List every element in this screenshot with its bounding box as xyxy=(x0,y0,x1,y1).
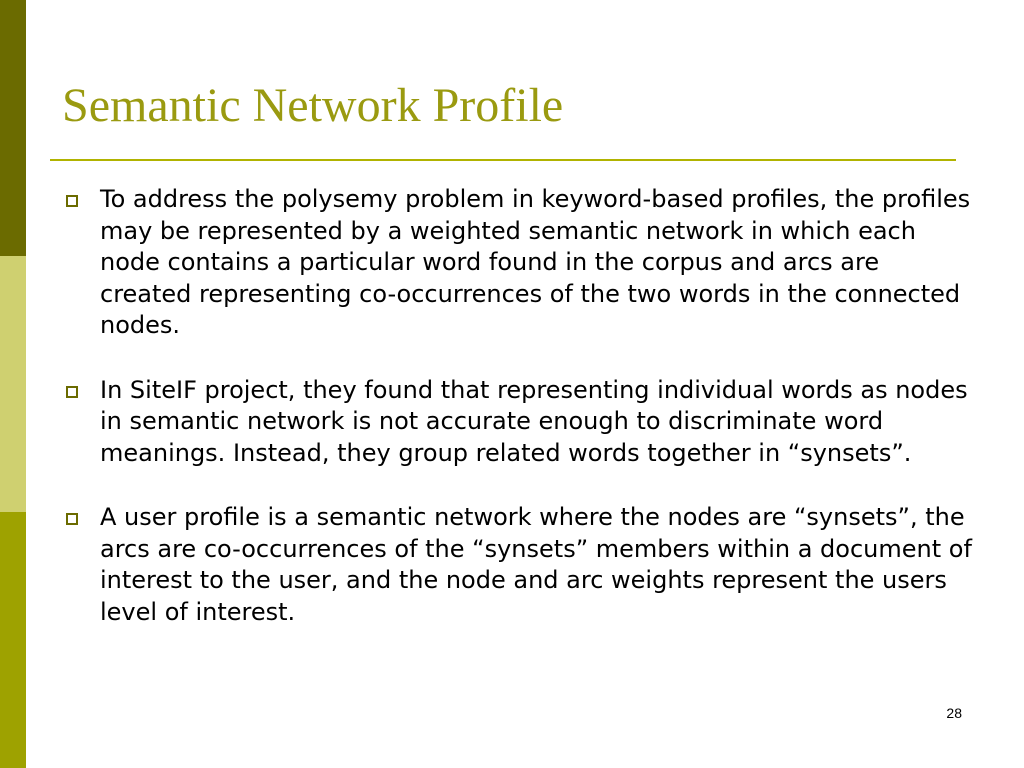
bullet-list xyxy=(62,184,972,661)
bullet-text: To address the polysemy problem in keyword-based profiles, the profiles may be represented by a weighted semantic network in which each node contains a particular word found in the corpus and arcs are created representing co-occurrences of the two words in the connected nodes. xyxy=(100,185,971,339)
sidebar-band-top xyxy=(0,0,26,256)
hollow-square-bullet-icon xyxy=(66,513,78,525)
bullet-text: A user profile is a semantic network where the nodes are “synsets”, the arcs are co-occurrences of the “synsets” members within a document of interest to the user, and the node and arc weights represent the users level of interest. xyxy=(100,503,972,626)
bullet-text: In SiteIF project, they found that representing individual words as nodes in semantic network is not accurate enough to discriminate word meanings. Instead, they group related words together in “synsets”. xyxy=(100,375,968,467)
page-number: 28 xyxy=(946,705,962,721)
sidebar-band-bottom xyxy=(0,512,26,768)
bullet-item-2 xyxy=(62,375,972,470)
bullet-item-3 xyxy=(62,502,972,628)
hollow-square-bullet-icon xyxy=(66,386,78,398)
sidebar-band-middle xyxy=(0,256,26,512)
title-underline xyxy=(50,159,956,161)
hollow-square-bullet-icon xyxy=(66,195,78,207)
bullet-item-1 xyxy=(62,184,972,342)
slide-title: Semantic Network Profile xyxy=(62,79,564,132)
